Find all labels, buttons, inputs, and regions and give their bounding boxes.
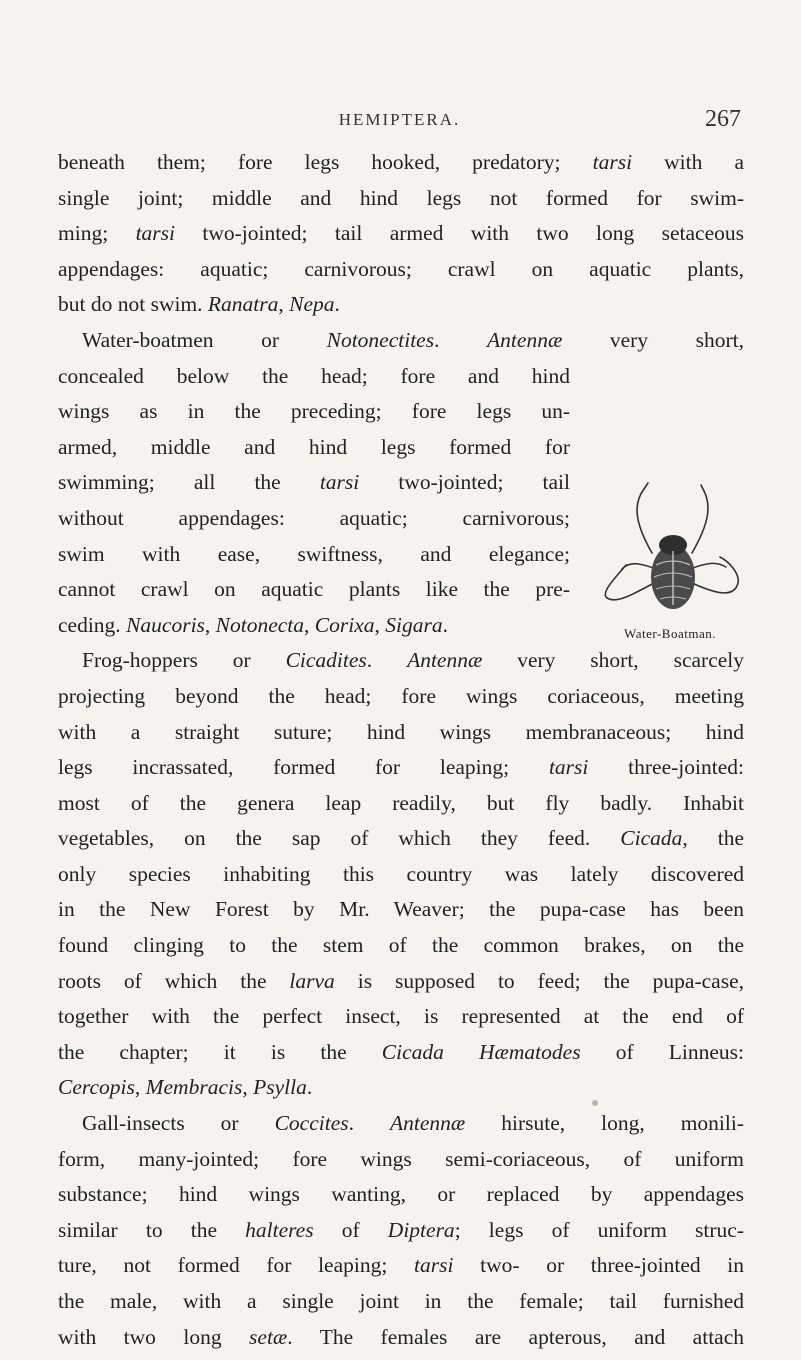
text-line: Cercopis, Membracis, Psylla. xyxy=(58,1075,313,1100)
text-line: the chapter; it is the Cicada Hæmatodes of Linneus: xyxy=(58,1039,744,1064)
text-line: Water-boatmen or Notonectites. Antennæ very short, xyxy=(82,327,745,352)
text-line: single joint; middle and hind legs not formed for swim- xyxy=(58,185,744,210)
text-line: vegetables, on the sap of which they feed. Cicada, the xyxy=(58,826,744,851)
text-line: Frog-hoppers or Cicadites. Antennæ very short, scarcely xyxy=(82,648,745,673)
text-line: Gall-insects or Coccites. Antennæ hirsute, long, monili- xyxy=(82,1111,745,1136)
text-line: concealed below the head; fore and hind xyxy=(58,363,570,388)
figure-caption: Water-Boatman. xyxy=(624,626,716,641)
text-line: ming; tarsi two-jointed; tail armed with two long setaceous xyxy=(58,221,745,246)
text-line: the male, with a single joint in the female; tail furnished xyxy=(58,1289,744,1313)
text-line: swim with ease, swiftness, and elegance; xyxy=(58,541,570,566)
text-line: armed, middle and hind legs formed for xyxy=(58,434,570,459)
text-line: projecting beyond the head; fore wings coriaceous, meeting xyxy=(58,683,744,708)
text-line: similar to the halteres of Diptera; legs of uniform struc- xyxy=(58,1217,744,1242)
text-line: with two long setæ. The females are apterous, and attach xyxy=(58,1324,744,1349)
left-fore-leg xyxy=(637,489,652,553)
left-middle-leg xyxy=(622,564,656,569)
right-middle-leg xyxy=(690,563,726,569)
text-line: legs incrassated, formed for leaping; tarsi three-jointed: xyxy=(58,755,744,780)
text-line: swimming; all the tarsi two-jointed; tail xyxy=(58,470,570,495)
text-line: in the New Forest by Mr. Weaver; the pupa-case has been xyxy=(58,897,744,922)
text-line: without appendages: aquatic; carnivorous; xyxy=(58,505,570,530)
left-hind-leg xyxy=(605,565,654,600)
text-line: with a straight suture; hind wings membranaceous; hind xyxy=(58,719,744,744)
water-boatman-illustration xyxy=(596,465,746,623)
text-line: but do not swim. Ranatra, Nepa. xyxy=(58,292,340,317)
left-fore-leg-tip xyxy=(644,483,648,489)
printer-mark xyxy=(592,1100,598,1106)
text-line: wings as in the preceding; fore legs un- xyxy=(58,399,570,424)
text-line: substance; hind wings wanting, or replaced by appendages xyxy=(58,1182,744,1207)
running-title: HEMIPTERA. xyxy=(338,110,461,129)
text-line: roots of which the larva is supposed to feed; the pupa-case, xyxy=(58,968,745,993)
page-number: 267 xyxy=(705,106,741,132)
text-line: ture, not formed for leaping; tarsi two- or three-jointed in xyxy=(58,1253,744,1278)
text-line: form, many-jointed; fore wings semi-coriaceous, of uniform xyxy=(58,1146,744,1171)
text-line: beneath them; fore legs hooked, predatory; tarsi with a xyxy=(58,150,744,174)
text-line: cannot crawl on aquatic plants like the pre- xyxy=(58,577,570,602)
body-text xyxy=(58,145,744,1355)
water-boatman-figure xyxy=(590,465,750,665)
text-line: together with the perfect insect, is represented at the end of xyxy=(58,1004,744,1029)
right-fore-leg xyxy=(692,491,708,553)
text-line: found clinging to the stem of the common brakes, on the xyxy=(58,933,744,958)
right-fore-leg-tip xyxy=(701,485,704,491)
text-line: ceding. Naucoris, Notonecta, Corixa, Sigara. xyxy=(58,612,448,637)
right-hind-leg xyxy=(692,557,738,593)
text-line: most of the genera leap readily, but fly badly. Inhabit xyxy=(58,790,744,815)
text-line: appendages: aquatic; carnivorous; crawl on aquatic plants, xyxy=(58,256,744,281)
text-line: only species inhabiting this country was lately discovered xyxy=(58,861,744,886)
page-header xyxy=(58,106,741,136)
